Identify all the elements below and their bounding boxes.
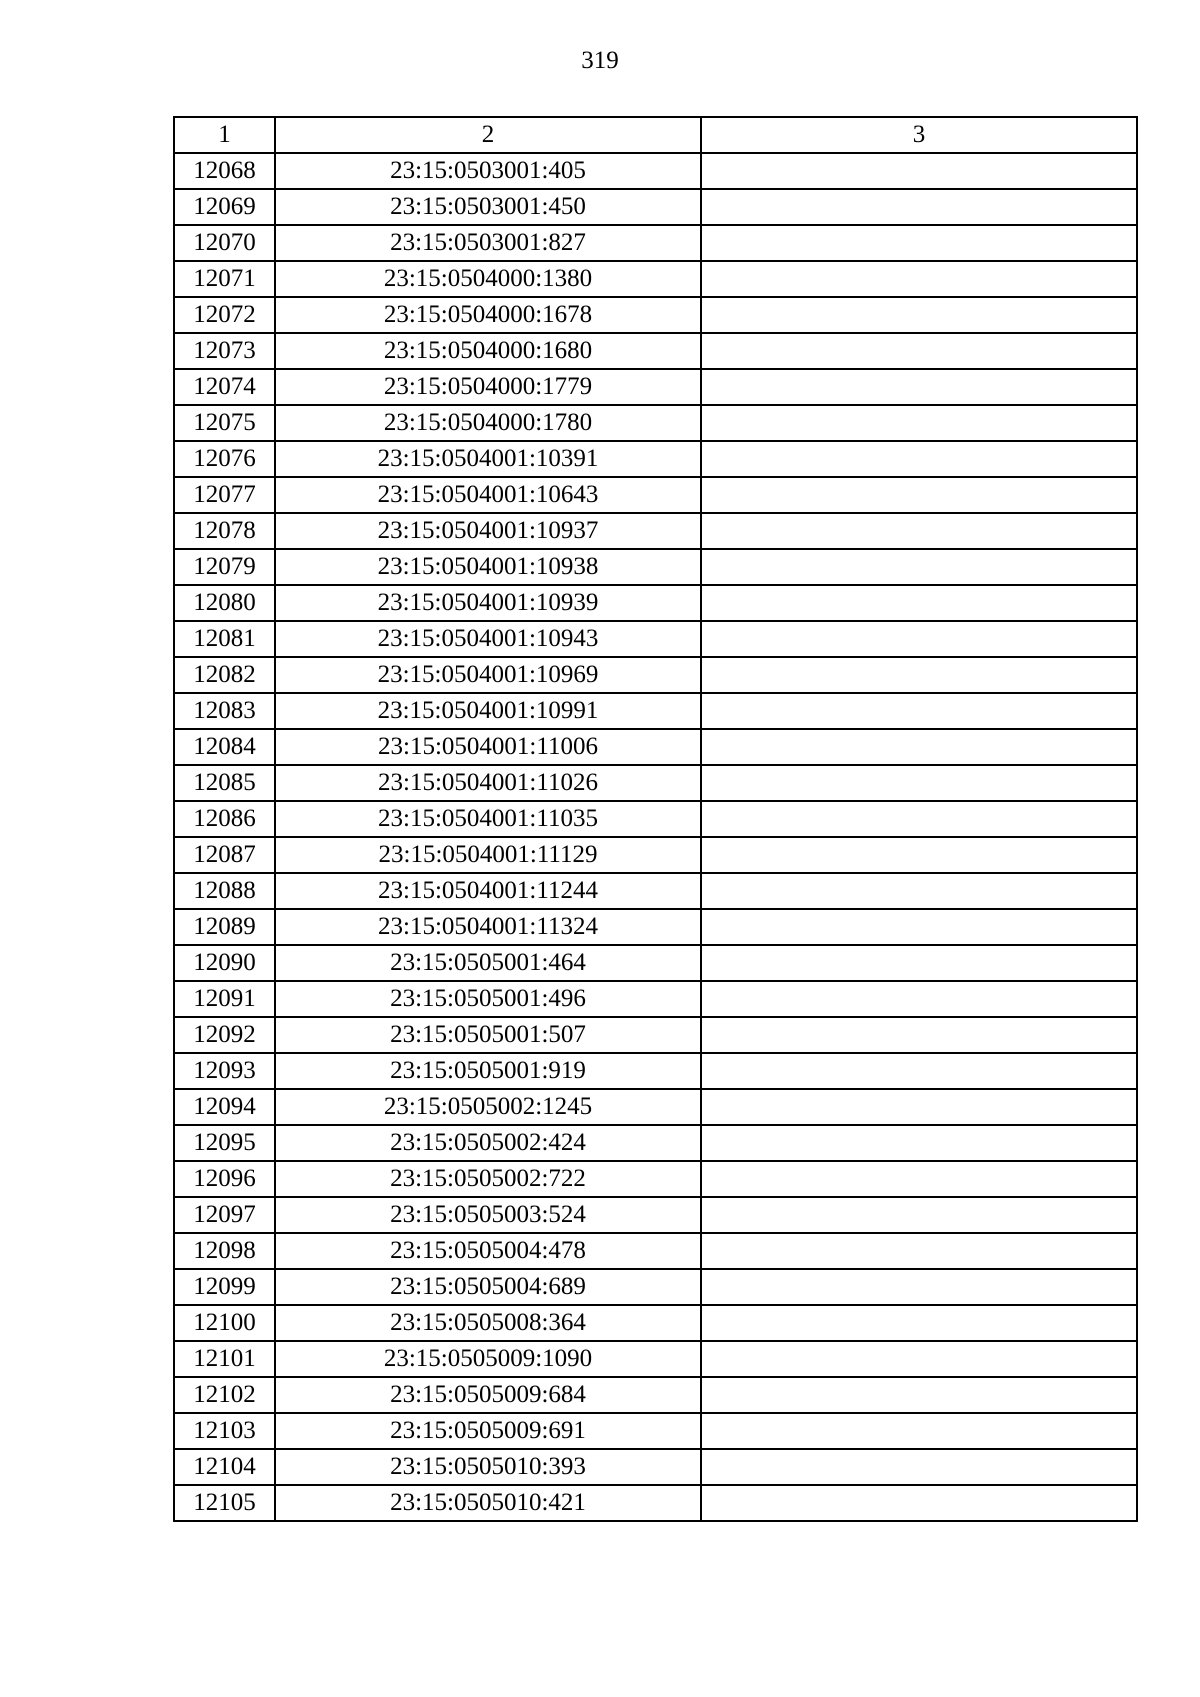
row-number-cell: 12070 <box>174 225 275 261</box>
table-row <box>174 1485 1137 1521</box>
notes-cell <box>701 1233 1137 1269</box>
notes-cell <box>701 873 1137 909</box>
row-number-cell: 12081 <box>174 621 275 657</box>
cadastral-number-cell: 23:15:0504001:11035 <box>275 801 701 837</box>
table-row <box>174 549 1137 585</box>
notes-cell <box>701 405 1137 441</box>
notes-cell <box>701 1449 1137 1485</box>
cadastral-number-cell: 23:15:0504001:10643 <box>275 477 701 513</box>
cadastral-number-cell: 23:15:0505010:393 <box>275 1449 701 1485</box>
table-row <box>174 369 1137 405</box>
table-row <box>174 1197 1137 1233</box>
row-number-cell: 12090 <box>174 945 275 981</box>
cadastral-number-cell: 23:15:0503001:827 <box>275 225 701 261</box>
table-row <box>174 189 1137 225</box>
table-row <box>174 765 1137 801</box>
table-row <box>174 513 1137 549</box>
cadastral-number-cell: 23:15:0504000:1680 <box>275 333 701 369</box>
row-number-cell: 12076 <box>174 441 275 477</box>
table-row <box>174 729 1137 765</box>
cadastral-number-cell: 23:15:0505001:496 <box>275 981 701 1017</box>
table-row <box>174 909 1137 945</box>
table-row <box>174 405 1137 441</box>
table-row <box>174 477 1137 513</box>
notes-cell <box>701 945 1137 981</box>
notes-cell <box>701 1377 1137 1413</box>
row-number-cell: 12075 <box>174 405 275 441</box>
cadastral-number-cell: 23:15:0504001:10991 <box>275 693 701 729</box>
notes-cell <box>701 1089 1137 1125</box>
notes-cell <box>701 153 1137 189</box>
table-row <box>174 1449 1137 1485</box>
notes-cell <box>701 1341 1137 1377</box>
row-number-cell: 12068 <box>174 153 275 189</box>
column-header-1: 1 <box>174 117 275 153</box>
table-row <box>174 945 1137 981</box>
notes-cell <box>701 1125 1137 1161</box>
cadastral-number-cell: 23:15:0504001:11244 <box>275 873 701 909</box>
notes-cell <box>701 513 1137 549</box>
row-number-cell: 12098 <box>174 1233 275 1269</box>
notes-cell <box>701 585 1137 621</box>
notes-cell <box>701 1017 1137 1053</box>
cadastral-number-cell: 23:15:0504001:11324 <box>275 909 701 945</box>
cadastral-number-cell: 23:15:0505004:478 <box>275 1233 701 1269</box>
table-row <box>174 621 1137 657</box>
row-number-cell: 12091 <box>174 981 275 1017</box>
notes-cell <box>701 981 1137 1017</box>
notes-cell <box>701 909 1137 945</box>
row-number-cell: 12092 <box>174 1017 275 1053</box>
table-row <box>174 1017 1137 1053</box>
cadastral-number-cell: 23:15:0505009:1090 <box>275 1341 701 1377</box>
cadastral-number-cell: 23:15:0505010:421 <box>275 1485 701 1521</box>
row-number-cell: 12072 <box>174 297 275 333</box>
table-row <box>174 1053 1137 1089</box>
row-number-cell: 12089 <box>174 909 275 945</box>
table-row <box>174 1233 1137 1269</box>
cadastral-number-cell: 23:15:0505001:464 <box>275 945 701 981</box>
row-number-cell: 12105 <box>174 1485 275 1521</box>
cadastral-number-cell: 23:15:0504000:1780 <box>275 405 701 441</box>
cadastral-number-cell: 23:15:0504001:10943 <box>275 621 701 657</box>
cadastral-number-cell: 23:15:0503001:405 <box>275 153 701 189</box>
notes-cell <box>701 1053 1137 1089</box>
row-number-cell: 12085 <box>174 765 275 801</box>
row-number-cell: 12093 <box>174 1053 275 1089</box>
row-number-cell: 12084 <box>174 729 275 765</box>
cadastral-number-cell: 23:15:0505003:524 <box>275 1197 701 1233</box>
row-number-cell: 12099 <box>174 1269 275 1305</box>
notes-cell <box>701 333 1137 369</box>
table-row <box>174 981 1137 1017</box>
notes-cell <box>701 1485 1137 1521</box>
table-row <box>174 1413 1137 1449</box>
row-number-cell: 12082 <box>174 657 275 693</box>
notes-cell <box>701 261 1137 297</box>
table-row <box>174 873 1137 909</box>
table-row <box>174 1377 1137 1413</box>
notes-cell <box>701 1197 1137 1233</box>
row-number-cell: 12102 <box>174 1377 275 1413</box>
row-number-cell: 12104 <box>174 1449 275 1485</box>
row-number-cell: 12086 <box>174 801 275 837</box>
column-header-2: 2 <box>275 117 701 153</box>
row-number-cell: 12080 <box>174 585 275 621</box>
cadastral-number-cell: 23:15:0505001:919 <box>275 1053 701 1089</box>
cadastral-number-table <box>173 116 1138 1522</box>
cadastral-number-cell: 23:15:0505001:507 <box>275 1017 701 1053</box>
cadastral-number-cell: 23:15:0504000:1380 <box>275 261 701 297</box>
row-number-cell: 12096 <box>174 1161 275 1197</box>
row-number-cell: 12069 <box>174 189 275 225</box>
cadastral-number-cell: 23:15:0505002:1245 <box>275 1089 701 1125</box>
table-row <box>174 441 1137 477</box>
notes-cell <box>701 1161 1137 1197</box>
row-number-cell: 12097 <box>174 1197 275 1233</box>
cadastral-number-cell: 23:15:0505009:684 <box>275 1377 701 1413</box>
notes-cell <box>701 765 1137 801</box>
notes-cell <box>701 837 1137 873</box>
cadastral-number-cell: 23:15:0504001:10937 <box>275 513 701 549</box>
table-body <box>174 153 1137 1521</box>
table-row <box>174 1305 1137 1341</box>
cadastral-number-cell: 23:15:0504001:10939 <box>275 585 701 621</box>
cadastral-number-cell: 23:15:0504001:11006 <box>275 729 701 765</box>
notes-cell <box>701 297 1137 333</box>
row-number-cell: 12088 <box>174 873 275 909</box>
cadastral-number-cell: 23:15:0505008:364 <box>275 1305 701 1341</box>
notes-cell <box>701 477 1137 513</box>
cadastral-number-cell: 23:15:0505004:689 <box>275 1269 701 1305</box>
page-number: 319 <box>581 47 619 74</box>
row-number-cell: 12073 <box>174 333 275 369</box>
cadastral-number-cell: 23:15:0505009:691 <box>275 1413 701 1449</box>
table-row <box>174 1125 1137 1161</box>
table-row <box>174 1161 1137 1197</box>
table-row <box>174 837 1137 873</box>
row-number-cell: 12103 <box>174 1413 275 1449</box>
notes-cell <box>701 225 1137 261</box>
cadastral-number-cell: 23:15:0504000:1779 <box>275 369 701 405</box>
cadastral-number-cell: 23:15:0504000:1678 <box>275 297 701 333</box>
row-number-cell: 12094 <box>174 1089 275 1125</box>
column-header-3: 3 <box>701 117 1137 153</box>
cadastral-number-cell: 23:15:0505002:424 <box>275 1125 701 1161</box>
row-number-cell: 12095 <box>174 1125 275 1161</box>
notes-cell <box>701 801 1137 837</box>
row-number-cell: 12087 <box>174 837 275 873</box>
notes-cell <box>701 657 1137 693</box>
notes-cell <box>701 441 1137 477</box>
cadastral-number-cell: 23:15:0504001:10391 <box>275 441 701 477</box>
notes-cell <box>701 693 1137 729</box>
cadastral-number-cell: 23:15:0504001:10938 <box>275 549 701 585</box>
table-row <box>174 261 1137 297</box>
table-row <box>174 693 1137 729</box>
row-number-cell: 12078 <box>174 513 275 549</box>
cadastral-number-cell: 23:15:0505002:722 <box>275 1161 701 1197</box>
notes-cell <box>701 189 1137 225</box>
row-number-cell: 12100 <box>174 1305 275 1341</box>
notes-cell <box>701 729 1137 765</box>
notes-cell <box>701 1413 1137 1449</box>
notes-cell <box>701 1269 1137 1305</box>
cadastral-number-cell: 23:15:0504001:10969 <box>275 657 701 693</box>
notes-cell <box>701 1305 1137 1341</box>
cadastral-number-cell: 23:15:0504001:11129 <box>275 837 701 873</box>
table-row <box>174 1089 1137 1125</box>
table-row <box>174 225 1137 261</box>
notes-cell <box>701 549 1137 585</box>
table-header <box>174 117 1137 153</box>
row-number-cell: 12079 <box>174 549 275 585</box>
row-number-cell: 12071 <box>174 261 275 297</box>
notes-cell <box>701 621 1137 657</box>
table-row <box>174 153 1137 189</box>
notes-cell <box>701 369 1137 405</box>
cadastral-number-cell: 23:15:0504001:11026 <box>275 765 701 801</box>
table-row <box>174 333 1137 369</box>
table-row <box>174 1341 1137 1377</box>
row-number-cell: 12101 <box>174 1341 275 1377</box>
row-number-cell: 12074 <box>174 369 275 405</box>
table-row <box>174 801 1137 837</box>
header-row <box>174 117 1137 153</box>
row-number-cell: 12083 <box>174 693 275 729</box>
row-number-cell: 12077 <box>174 477 275 513</box>
table-row <box>174 585 1137 621</box>
cadastral-number-cell: 23:15:0503001:450 <box>275 189 701 225</box>
table-row <box>174 1269 1137 1305</box>
table-row <box>174 657 1137 693</box>
table-row <box>174 297 1137 333</box>
